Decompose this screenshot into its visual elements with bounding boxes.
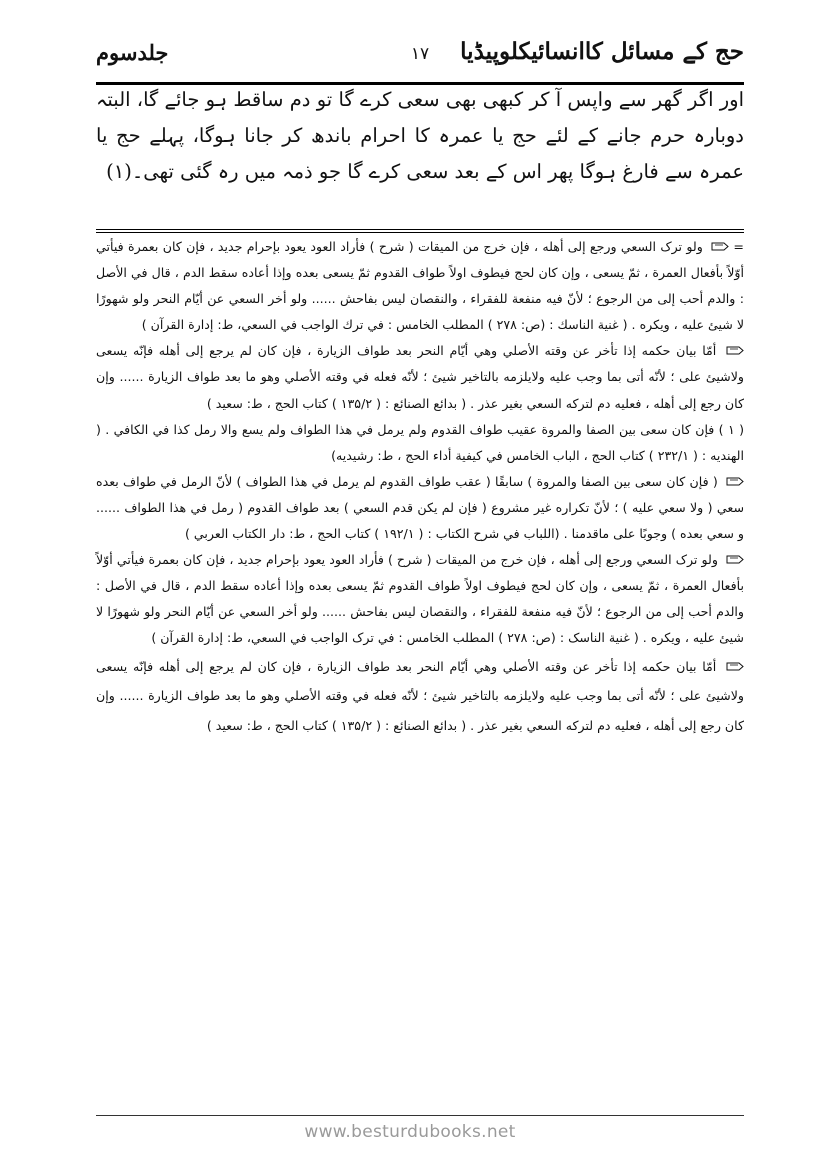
footnote-text: ( ۱ ) فإن كان سعى بين الصفا والمروة عقيب طواف القدوم ولم يرمل في هذا الطواف ولم يسع والا رمل كذا في الكافي . ( الهنديه : ( ۲۳۲/۱ ) كتاب الحج ، الباب الخامس في كيفية أداء الحج ، ط: رشيديه)	[96, 421, 744, 463]
pointing-hand-icon	[711, 242, 729, 251]
main-urdu-text: اور اگر گھر سے واپس آ کر کبھی بھی سعی کرے گا تو دم ساقط ہو جائے گا، البتہ دوبارہ حرم جانے کے لئے حج یا عمرہ کا احرام باندھ کر جانا ہوگا، پہلے حج یا عمرہ سے فارغ ہوگا پھر اس کے بعد سعی کرے گا جو ذمہ میں رہ گئی تھی۔(۱)	[96, 88, 744, 183]
footnote-block	[96, 417, 744, 469]
footnote-block	[96, 469, 744, 547]
volume-label: جلدسوم	[96, 40, 169, 65]
pointing-hand-icon	[726, 555, 744, 564]
footnote-block	[96, 338, 744, 416]
pointing-hand-icon	[726, 346, 744, 355]
pointing-hand-icon	[726, 662, 744, 671]
website-footer: www.besturdubooks.net	[304, 1122, 516, 1142]
book-title: حج کے مسائل کاانسائیکلوپیڈیا	[460, 38, 744, 65]
footnote-block	[96, 547, 744, 651]
footnote-text: أمّا بيان حكمه إذا تأخر عن وقته الأصلي وهي أيّام النحر بعد طواف الزيارة ، فإن كان لم يرجع إلى أهله فإنّه يسعى ولاشيئ على ؛ لأنّه أتى بما وجب عليه ولايلزمه بالتاخير شيئ ؛ لأنّه فعله في وقته الأصلي وهو ما بعد طواف الزيارة ...... وإن كان رجع إلى أهله ، فعليه دم لتركه السعي بغير عذر . ( بدائع الصنائع : ( ۱۳۵/۲ ) كتاب الحج ، ط: سعيد )	[96, 343, 744, 411]
footer-rule	[96, 1115, 744, 1116]
footnotes	[96, 234, 744, 741]
continuation-mark: =	[733, 239, 744, 254]
footnote-text: ولو ترک السعي ورجع إلى أهله ، فإن خرج من الميقات ( شرح ) فأراد العود يعود بإحرام جديد ، فإن كان بعمرة فيأتي أوّلاً بأفعال العمرة ، ثمّ يسعى ، وإن كان لحج فيطوف اولاً طواف القدوم ثمّ يسعى بعده وإذا أعاده سقط الدم ، قال في الأصل : والدم أحب إلى من الرجوع ؛ لأنّ فيه منفعة للفقراء ، والنقصان ليس بفاحش ...... ولو أخر السعي عن أيّام النحر ولو شهورًا لا شيئ عليه ، ويكره . ( غنية الناسک : (ص: ۲۷۸ ) المطلب الخامس : في ترک الواجب في السعي، ط: إدارة القرآن )	[96, 552, 744, 646]
footnote-separator	[96, 229, 744, 230]
footnote-separator-2	[96, 232, 744, 233]
footnote-block	[96, 234, 744, 338]
footnote-text: ولو ترک السعي ورجع إلى أهله ، فإن خرج من الميقات ( شرح ) فأراد العود يعود بإحرام جديد ، فإن كان بعمرة فيأتي أوّلاً بأفعال العمرة ، ثمّ يسعى ، وإن كان لحج فيطوف اولاً طواف القدوم ثمّ يسعى بعده وإذا أعاده سقط الدم ، قال في الأصل : والدم أحب إلى من الرجوع ؛ لأنّ فيه منفعة للفقراء ، والنقصان ليس بفاحش ...... ولو أخر السعي عن أيّام النحر ولو شهورًا لا شيئ عليه ، ويكره . ( غنية الناسك : (ص: ۲۷۸ ) المطلب الخامس : في ترك الواجب في السعي، ط: إدارة القرآن )	[96, 239, 744, 333]
pointing-hand-icon	[726, 477, 744, 486]
footnote-block	[96, 652, 744, 741]
footnote-text: أمّا بيان حكمه إذا تأخر عن وقته الأصلي وهي أيّام النحر بعد طواف الزيارة ، فإن كان لم يرجع إلى أهله فإنّه يسعى ولاشيئ على ؛ لأنّه أتى بما وجب عليه ولايلزمه بالتاخير شيئ ؛ لأنّه فعله في وقته الأصلي وهو ما بعد طواف الزيارة ...... وإن كان رجع إلى أهله ، فعليه دم لتركه السعي بغير عذر . ( بدائع الصنائع : ( ۱۳۵/۲ ) كتاب الحج ، ط: سعيد )	[96, 658, 744, 733]
page-number: ۱۷	[410, 44, 430, 64]
page-header	[96, 38, 744, 82]
footnote-text: ( فإن كان سعى بين الصفا والمروة ) سابقًا ( عقب طواف القدوم لم يرمل في هذا الطواف ) لأنّ الرمل في طواف بعده سعي ( ولا سعي عليه ) ؛ لأنّ تكراره غير مشروع ( فإن لم يكن قدم السعي ) بعد طواف القدوم ( رمل في هذا الطواف ...... و سعي بعده ) وجوبًا على ماقدمنا . (اللباب في شرح الكتاب : ( ۱۹۲/۱ ) كتاب الحج ، ط: دار الكتاب العربي )	[96, 473, 744, 542]
